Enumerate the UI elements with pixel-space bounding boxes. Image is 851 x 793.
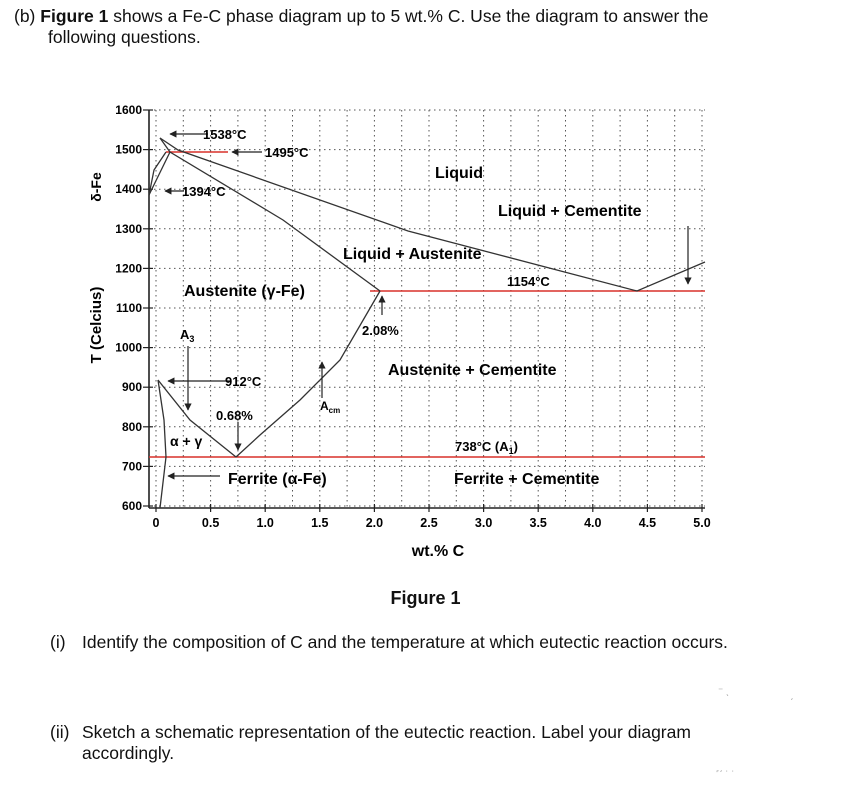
question-i-text: Identify the composition of C and the temperature at which eutectic reaction occurs. [82,632,728,652]
label-ferrite-cementite: Ferrite + Cementite [454,471,600,488]
x-tick-label: 1.5 [311,516,329,530]
x-tick-label: 2.5 [420,516,438,530]
y-tick-label: 800 [121,419,142,434]
x-tick-label: 0.5 [201,516,220,530]
annot-208: 2.08% [362,323,399,338]
x-tick-label: 3.5 [529,516,547,530]
label-austenite-cementite: Austenite + Cementite [388,362,557,379]
y-tick-label: 700 [121,459,142,474]
label-liquid-austenite: Liquid + Austenite [343,246,482,263]
faint-mark-3: ˹ˊ ˙ ˙ [716,770,735,781]
x-tick-label: 4.5 [638,516,657,530]
y-ticks [115,103,153,513]
delta-boundary [149,152,170,195]
question-ii [50,722,830,764]
y-tick-label: 1400 [115,182,142,197]
x-tick-label: 3.0 [474,516,493,530]
label-ferrite: Ferrite (α-Fe) [228,471,327,488]
question-ii-text-2: accordingly. [82,743,175,763]
annot-1154: 1154°C [507,274,550,289]
y-tick-label: 1500 [115,142,142,157]
y-tick-label: 600 [121,499,142,513]
delta-fe-label: δ-Fe [88,172,104,202]
x-tick-label: 2.0 [365,516,384,530]
label-liquid-cementite: Liquid + Cementite [498,203,642,220]
question-i-label: (i) [50,632,66,652]
annot-1394: 1394°C [182,184,226,199]
label-alpha-gamma: α + γ [170,433,203,449]
y-tick-label: 1000 [115,340,142,355]
faint-mark-1: ⁻ ˎ [718,686,730,697]
figure-ref: Figure 1 [40,6,109,26]
x-tick-label: 5.0 [693,516,711,530]
x-tick-label: 0 [152,516,160,530]
x-tick-label: 1.0 [256,516,274,530]
annot-068: 0.68% [216,408,253,423]
figure-caption: Figure 1 [390,588,461,608]
y-tick-label: 900 [121,380,142,395]
question-ii-label: (ii) [50,722,70,742]
ferrite-solvus-line [158,380,166,508]
label-austenite: Austenite (γ-Fe) [184,283,305,300]
y-tick-label: 1300 [115,221,142,236]
x-tick-label: 4.0 [584,516,602,530]
y-tick-label: 1600 [115,103,142,117]
question-text-2: following questions. [48,27,201,47]
annot-738: 738°C $(A_1)$ [455,439,518,456]
question-part: (b) [14,6,36,26]
y-tick-label: 1200 [115,261,142,276]
question-text-1: shows a Fe-C phase diagram up to 5 wt.% C. Use the diagram to answer the [113,6,709,26]
x-axis-label: wt.% C [411,543,465,560]
annot-acm: $A_{cm}$ [320,399,341,415]
faint-mark-2: ˏ [790,690,794,701]
annot-a3: $A_3$ [180,327,195,344]
y-tick-label: 1100 [115,301,142,315]
annot-1495: 1495°C [265,145,309,160]
question-i [50,632,830,653]
y-axis-label: T (Celcius) [88,286,105,364]
annot-1538: 1538°C [203,127,247,142]
question-ii-text-1: Sketch a schematic representation of the eutectic reaction. Label your diagram [82,722,691,742]
annot-912: 912°C [225,374,262,389]
label-liquid: Liquid [435,165,483,182]
